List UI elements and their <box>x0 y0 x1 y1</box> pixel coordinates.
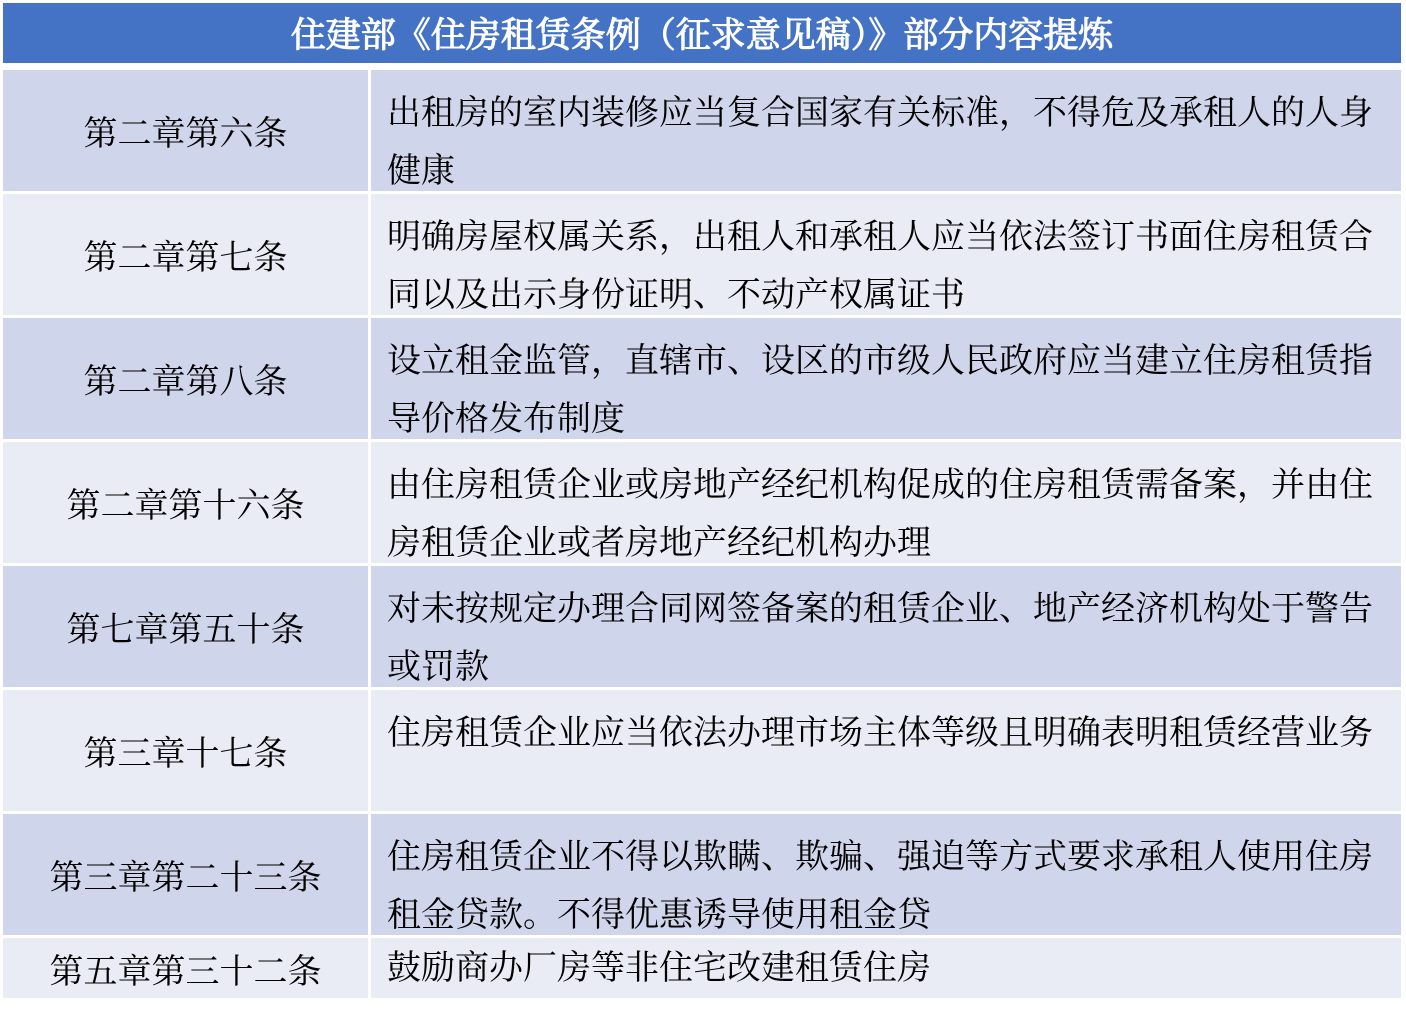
article-cell: 第五章第三十二条 <box>3 938 371 998</box>
content-cell: 鼓励商办厂房等非住宅改建租赁住房 <box>371 938 1401 998</box>
table-row <box>3 687 1401 811</box>
article-cell: 第二章第十六条 <box>3 442 371 563</box>
article-cell: 第七章第五十条 <box>3 566 371 687</box>
article-cell: 第二章第八条 <box>3 318 371 439</box>
table-row <box>3 439 1401 563</box>
article-cell: 第三章十七条 <box>3 690 371 811</box>
content-cell: 由住房租赁企业或房地产经纪机构促成的住房租赁需备案，并由住房租赁企业或者房地产经纪机构办理 <box>371 442 1401 563</box>
content-cell: 出租房的室内装修应当复合国家有关标准，不得危及承租人的人身健康 <box>371 70 1401 191</box>
article-cell: 第三章第二十三条 <box>3 814 371 935</box>
table-row <box>3 563 1401 687</box>
table-row <box>3 315 1401 439</box>
table-row <box>3 935 1401 998</box>
content-cell: 住房租赁企业不得以欺瞒、欺骗、强迫等方式要求承租人使用住房租金贷款。不得优惠诱导使用租金贷 <box>371 814 1401 935</box>
article-cell: 第二章第七条 <box>3 194 371 315</box>
table-row <box>3 191 1401 315</box>
content-cell: 设立租金监管，直辖市、设区的市级人民政府应当建立住房租赁指导价格发布制度 <box>371 318 1401 439</box>
table-row <box>3 811 1401 935</box>
content-cell: 住房租赁企业应当依法办理市场主体等级且明确表明租赁经营业务 <box>371 690 1401 811</box>
article-cell: 第二章第六条 <box>3 70 371 191</box>
table-title: 住建部《住房租赁条例（征求意见稿）》部分内容提炼 <box>3 3 1401 67</box>
regulation-table <box>3 3 1401 998</box>
content-cell: 对未按规定办理合同网签备案的租赁企业、地产经济机构处于警告或罚款 <box>371 566 1401 687</box>
content-cell: 明确房屋权属关系，出租人和承租人应当依法签订书面住房租赁合同以及出示身份证明、不动产权属证书 <box>371 194 1401 315</box>
table-row <box>3 67 1401 191</box>
